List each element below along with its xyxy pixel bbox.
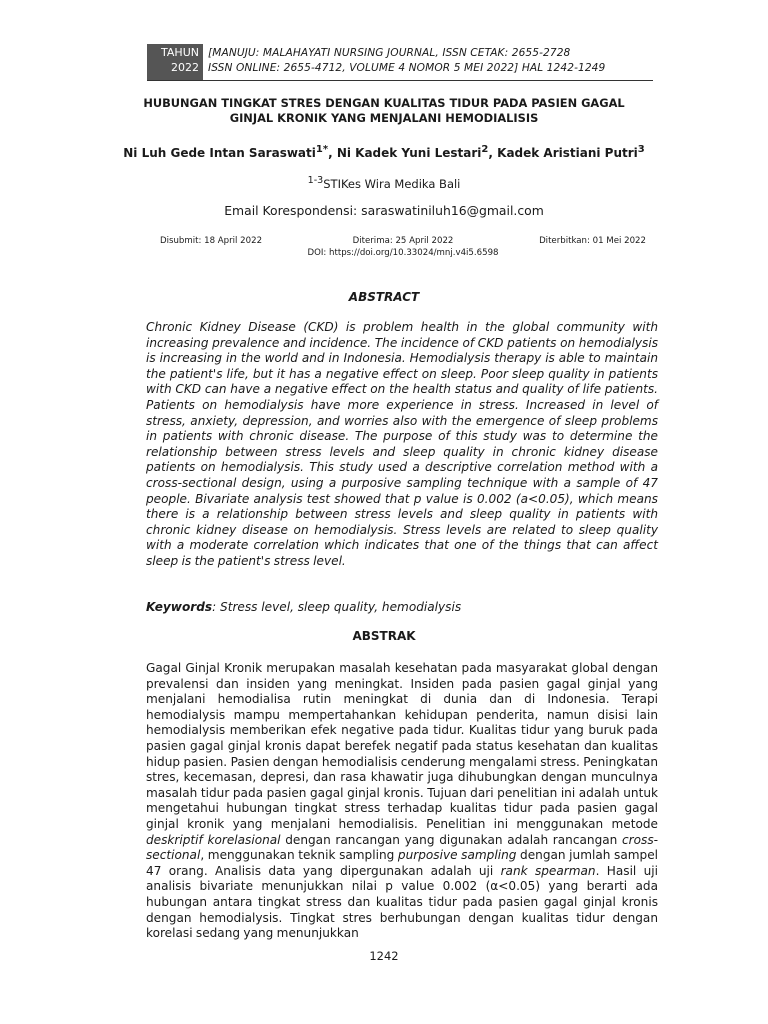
author-sep-2: , — [488, 146, 498, 160]
correspondence-email: Email Korespondensi: saraswatiniluh16@gmail.com — [224, 203, 544, 218]
abstrak-segment-italic: purposive sampling — [397, 848, 517, 863]
journal-line-2: ISSN ONLINE: 2655-4712, VOLUME 4 NOMOR 5 MEI 2022] HAL 1242-1249 — [208, 62, 606, 74]
author-list — [100, 141, 668, 162]
keywords-text: : Stress level, sleep quality, hemodialysis — [212, 600, 462, 614]
year-label: TAHUN — [161, 46, 199, 59]
submitted-date: Disubmit: 18 April 2022 — [160, 236, 263, 246]
keywords-label: Keywords — [146, 600, 213, 614]
abstrak-segment-italic: rank spearman — [500, 863, 596, 878]
author-1: Ni Luh Gede Intan Saraswati — [123, 146, 316, 160]
author-2: Ni Kadek Yuni Lestari — [336, 146, 482, 160]
year-badge — [147, 44, 203, 80]
doi-link[interactable]: DOI: https://doi.org/10.33024/mnj.v4i5.6598 — [307, 248, 499, 258]
author-sep-1: , — [328, 146, 337, 160]
abstrak-segment: dengan jumlah sampel 47 orang. Analisis data yang dipergunakan adalah uji — [146, 848, 659, 878]
title-line-1: HUBUNGAN TINGKAT STRES DENGAN KUALITAS TIDUR PADA PASIEN GAGAL — [143, 96, 625, 110]
abstract-body: Chronic Kidney Disease (CKD) is problem health in the global community with increasing prevalence and incidence. The incidence of CKD patients on hemodialysis is increasing in the world and in Indonesia. Hemodialysis therapy is able to maintain the patient's life, but it has a negative effect on sleep. Poor sleep quality in patients with CKD can have a negative effect on the health status and quality of life patients. Patients on hemodialysis have more experience in stress. Increased in level of stress, anxiety, depression, and worries also with the emergence of sleep problems in patients with chronic disease. The purpose of this study was to determine the relationship between stress levels and sleep quality in chronic kidney disease patients on hemodialysis. This study used a descriptive correlation method with a cross-sectional design, using a purposive sampling technique with a sample of 47 people. Bivariate analysis test showed that p value is 0.002 (a<0.05), which means there is a relationship between stress levels and sleep quality in patients with chronic kidney disease on hemodialysis. Stress levels are related to sleep quality with a moderate correlation which indicates that one of the things that can affect sleep is the patient's stress level. — [146, 320, 658, 568]
published-date: Diterbitkan: 01 Mei 2022 — [539, 236, 646, 246]
author-1-sup: 1* — [315, 144, 329, 155]
abstrak-segment-italic: deskriptif korelasional — [146, 832, 281, 847]
affiliation — [100, 172, 668, 193]
abstrak-segment: . Hasil uji analisis bivariate menunjukkan nilai p value 0.002 (α<0.05) yang berarti ada hubungan antara tingkat stress dan kualitas tidur pada pasien gagal ginjal kronis dengan hemodialysis. Tingkat stres berhubungan dengan kualitas tidur dengan korelasi sedang yang menunjukkan — [146, 863, 658, 941]
abstrak-body — [146, 661, 658, 942]
journal-info — [208, 46, 653, 76]
abstrak-segment: , menggunakan teknik sampling — [200, 848, 398, 863]
abstract-heading: ABSTRACT — [348, 290, 420, 304]
author-3-sup: 3 — [637, 144, 645, 155]
abstrak-segment-italic: cross-sectional — [146, 832, 658, 863]
affiliation-name: STIKes Wira Medika Bali — [323, 176, 461, 191]
keywords — [146, 599, 658, 615]
author-2-sup: 2 — [481, 144, 489, 155]
journal-line-1: [MANUJU: MALAHAYATI NURSING JOURNAL, ISSN CETAK: 2655-2728 — [208, 47, 571, 59]
abstrak-segment: dengan rancangan yang digunakan adalah rancangan — [280, 832, 622, 847]
author-3: Kadek Aristiani Putri — [497, 146, 638, 160]
affiliation-sup: 1-3 — [307, 175, 324, 186]
title-line-2: GINJAL KRONIK YANG MENJALANI HEMODIALISIS — [229, 111, 539, 125]
abstrak-heading: ABSTRAK — [352, 629, 416, 643]
running-header — [147, 44, 653, 81]
page-number: 1242 — [369, 949, 399, 963]
year-value: 2022 — [171, 61, 199, 74]
accepted-date: Diterima: 25 April 2022 — [352, 236, 454, 246]
abstrak-segment: Gagal Ginjal Kronik merupakan masalah kesehatan pada masyarakat global dengan prevalensi dan insiden yang meningkat. Insiden pada pasien gagal ginjal yang menjalani hemodialisa rutin meningkat di dunia dan di Indonesia. Terapi hemodialysis mampu mempertahankan kehidupan penderita, namun disisi lain hemodialysis memberikan efek negative pada tidur. Kualitas tidur yang buruk pada pasien gagal ginjal kronis dapat berefek negatif pada status kesehatan dan kualitas hidup pasien. Pasien dengan hemodialisis cenderung mengalami stress. Peningkatan stres, kecemasan, depresi, dan rasa khawatir juga dihubungkan dengan munculnya masalah tidur pada pasien gagal ginjal kronis. Tujuan dari penelitian ini adalah untuk mengetahui hubungan tingkat stress terhadap kualitas tidur pada pasien gagal ginjal kronik yang menjalani hemodialisis. Penelitian ini menggunakan metode — [146, 661, 658, 831]
paper-title — [100, 96, 668, 126]
